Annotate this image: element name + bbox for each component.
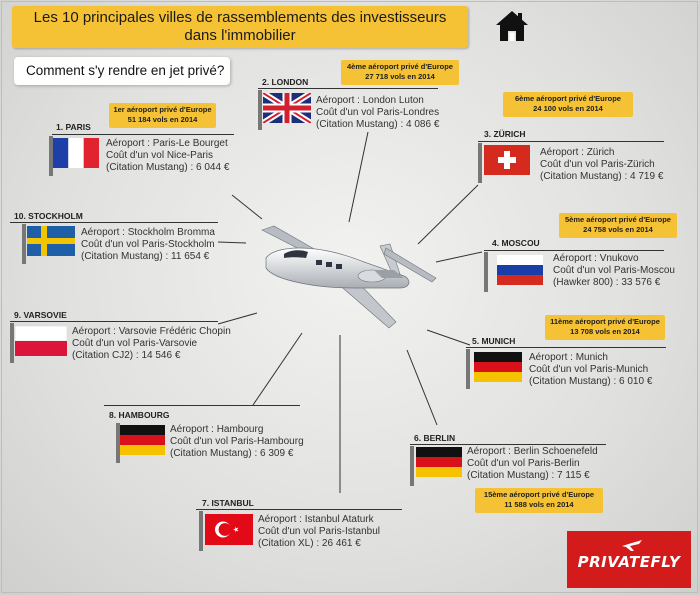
varsovie-name: 9. VARSOVIE — [14, 310, 67, 320]
stockholm-info — [81, 227, 215, 263]
paris-cost: (Citation Mustang) : 6 044 € — [106, 162, 230, 173]
hambourg-name: 8. HAMBOURG — [109, 410, 170, 420]
turkey-flag-icon — [205, 514, 253, 545]
munich-airport: Aéroport : Munich — [529, 352, 608, 363]
sweden-flag-icon — [27, 226, 75, 256]
paris-badge-rank: 1er aéroport privé d'Europe — [113, 105, 212, 114]
london-flag-pole — [258, 90, 262, 130]
moscou-badge — [559, 213, 677, 238]
berlin-cost: (Citation Mustang) : 7 115 € — [467, 470, 590, 481]
istanbul-name: 7. ISTANBUL — [202, 498, 254, 508]
berlin-flag-pole — [410, 446, 414, 486]
paris-underline — [52, 134, 234, 135]
berlin-badge-flights: 11 588 vols en 2014 — [504, 500, 574, 509]
paris-airport: Aéroport : Paris-Le Bourget — [106, 138, 228, 149]
paris-info — [106, 138, 229, 174]
munich-name: 5. MUNICH — [472, 336, 516, 346]
varsovie-flag-pole — [10, 323, 14, 363]
munich-badge-flights: 13 708 vols en 2014 — [570, 327, 640, 336]
germany-flag-icon — [416, 447, 462, 477]
poland-flag-icon — [15, 326, 67, 356]
stockholm-airport: Aéroport : Stockholm Bromma — [81, 227, 215, 238]
london-badge-flights: 27 718 vols en 2014 — [365, 72, 435, 81]
varsovie-info — [72, 326, 231, 362]
moscou-flag-pole — [484, 252, 488, 292]
stockholm-route: Coût d'un vol Paris-Stockholm — [81, 239, 215, 250]
munich-underline — [466, 347, 666, 348]
varsovie-underline — [10, 321, 218, 322]
moscou-underline — [484, 250, 664, 251]
title-line-1: Les 10 principales villes de rassemblements des investisseurs — [33, 9, 447, 26]
hambourg-info — [170, 424, 304, 460]
jet-illustration — [254, 218, 444, 336]
berlin-airport: Aéroport : Berlin Schoenefeld — [467, 446, 598, 457]
varsovie-airport: Aéroport : Varsovie Frédéric Chopin — [72, 326, 231, 337]
zurich-name: 3. ZÜRICH — [484, 129, 526, 139]
berlin-name: 6. BERLIN — [414, 433, 456, 443]
zurich-cost: (Citation Mustang) : 4 719 € — [540, 171, 664, 182]
istanbul-info — [258, 514, 380, 550]
paris-route: Coût d'un vol Nice-Paris — [106, 150, 213, 161]
london-badge — [341, 60, 459, 85]
hambourg-airport: Aéroport : Hambourg — [170, 424, 264, 435]
munich-badge-rank: 11ème aéroport privé d'Europe — [550, 317, 660, 326]
london-name: 2. LONDON — [262, 77, 309, 87]
london-underline — [258, 88, 438, 89]
hambourg-underline — [104, 405, 300, 406]
berlin-badge — [475, 488, 603, 513]
swiss-flag-icon — [484, 145, 530, 175]
munich-cost: (Citation Mustang) : 6 010 € — [529, 376, 653, 387]
france-flag-icon — [53, 138, 99, 168]
london-badge-rank: 4ème aéroport privé d'Europe — [347, 62, 453, 71]
berlin-underline — [410, 444, 606, 445]
london-airport: Aéroport : London Luton — [316, 95, 424, 106]
varsovie-cost: (Citation CJ2) : 14 546 € — [72, 350, 181, 361]
moscou-cost: (Hawker 800) : 33 576 € — [553, 277, 661, 288]
uk-flag-icon — [263, 93, 311, 123]
moscou-name: 4. MOSCOU — [492, 238, 540, 248]
istanbul-route: Coût d'un vol Paris-Istanbul — [258, 526, 380, 537]
istanbul-underline — [196, 509, 402, 510]
plane-logo-icon — [621, 537, 643, 553]
zurich-route: Coût d'un vol Paris-Zürich — [540, 159, 655, 170]
paris-badge-flights: 51 184 vols en 2014 — [127, 115, 198, 124]
title-line-2: dans l'immobilier — [184, 27, 296, 44]
hambourg-route: Coût d'un vol Paris-Hambourg — [170, 436, 304, 447]
zurich-info — [540, 147, 663, 183]
zurich-badge — [503, 92, 633, 117]
germany-flag-icon — [120, 425, 165, 455]
istanbul-cost: (Citation XL) : 26 461 € — [258, 538, 361, 549]
berlin-info — [467, 446, 598, 482]
subtitle: Comment s'y rendre en jet privé? — [14, 57, 230, 85]
london-cost: (Citation Mustang) : 4 086 € — [316, 119, 440, 130]
privatefly-logo[interactable] — [567, 531, 691, 588]
stockholm-cost: (Citation Mustang) : 11 654 € — [81, 251, 210, 262]
zurich-underline — [478, 141, 664, 142]
london-info — [316, 95, 439, 131]
zurich-badge-rank: 6ème aéroport privé d'Europe — [515, 94, 621, 103]
hambourg-cost: (Citation Mustang) : 6 309 € — [170, 448, 294, 459]
moscou-info — [553, 253, 675, 289]
london-route: Coût d'un vol Paris-Londres — [316, 107, 440, 118]
munich-info — [529, 352, 652, 388]
zurich-flag-pole — [478, 143, 482, 183]
moscou-route: Coût d'un vol Paris-Moscou — [553, 265, 675, 276]
istanbul-flag-pole — [199, 511, 203, 551]
zurich-airport: Aéroport : Zürich — [540, 147, 615, 158]
moscou-airport: Aéroport : Vnukovo — [553, 253, 639, 264]
logo-text: PRIVATEFLY — [577, 553, 681, 571]
paris-badge — [109, 103, 216, 128]
munich-badge — [545, 315, 665, 340]
stockholm-underline — [10, 222, 218, 223]
munich-route: Coût d'un vol Paris-Munich — [529, 364, 649, 375]
berlin-route: Coût d'un vol Paris-Berlin — [467, 458, 580, 469]
berlin-badge-rank: 15ème aéroport privé d'Europe — [483, 490, 595, 499]
munich-flag-pole — [466, 349, 470, 389]
paris-name: 1. PARIS — [56, 122, 91, 132]
germany-flag-icon — [474, 352, 522, 382]
russia-flag-icon — [497, 255, 543, 285]
zurich-badge-flights: 24 100 vols en 2014 — [533, 104, 603, 113]
moscou-badge-rank: 5ème aéroport privé d'Europe — [565, 215, 671, 224]
stockholm-flag-pole — [22, 224, 26, 264]
istanbul-airport: Aéroport : Istanbul Ataturk — [258, 514, 374, 525]
varsovie-route: Coût d'un vol Paris-Varsovie — [72, 338, 198, 349]
stockholm-name: 10. STOCKHOLM — [14, 211, 83, 221]
moscou-badge-flights: 24 758 vols en 2014 — [583, 225, 653, 234]
